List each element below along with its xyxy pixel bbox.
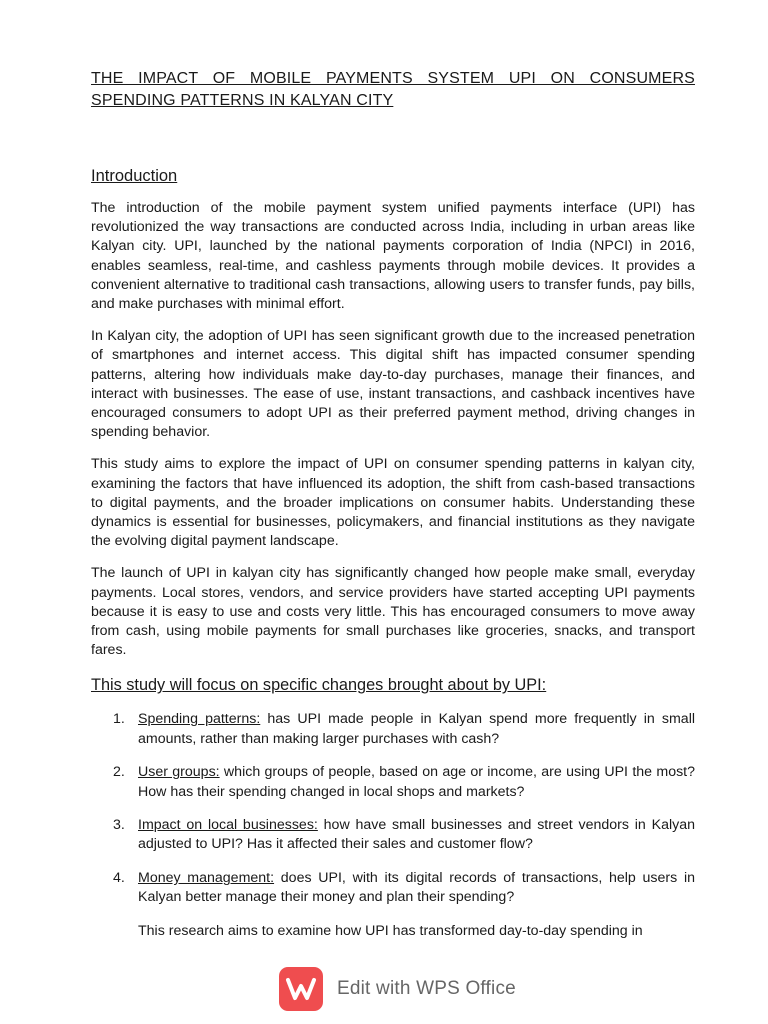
paragraph: The introduction of the mobile payment system unified payments interface (UPI) has revolutionized the way transactions are conducted across India, including in urban areas like Kalyan city. UPI, launched by the national payments corporation of India (NPCI) in 2016, enables seamless, real-time, and cashless payments through mobile devices. It provides a convenient alternative to traditional cash transactions, allowing users to transfer funds, pay bills, and make purchases with minimal effort. [91, 200, 695, 313]
document-title: THE IMPACT OF MOBILE PAYMENTS SYSTEM UPI ON CONSUMERS SPENDING PATTERNS IN KALYAN CITY [91, 70, 695, 109]
list-number: 1. [113, 711, 125, 728]
focus-heading: This study will focus on specific changes brought about by UPI: [91, 676, 547, 695]
list-text: does UPI, with its digital records of transactions, help users in Kalyan better manage their money and plan their spending? [138, 870, 695, 906]
document-page [91, 68, 695, 941]
list-number: 3. [113, 817, 125, 834]
edit-with-wps-button[interactable] [279, 967, 516, 1011]
focus-list [91, 710, 695, 907]
list-number: 2. [113, 764, 125, 781]
list-number: 4. [113, 870, 125, 887]
closing-paragraph: This research aims to examine how UPI has transformed day-to-day spending in [138, 923, 643, 940]
list-term: User groups: [138, 764, 220, 781]
paragraph: In Kalyan city, the adoption of UPI has seen significant growth due to the increased penetration of smartphones and internet access. This digital shift has impacted consumer spending patterns, altering how individuals make day-to-day purchases, manage their finances, and interact with businesses. The ease of use, instant transactions, and cashback incentives have encouraged consumers to adopt UPI as their preferred payment method, driving changes in spending behavior. [91, 328, 695, 441]
paragraph: This study aims to explore the impact of UPI on consumer spending patterns in kalyan city, examining the factors that have influenced its adoption, the shift from cash-based transactions to digital payments, and the broader implications on consumer habits. Understanding these dynamics is essential for businesses, policymakers, and financial institutions as they navigate the evolving digital payment landscape. [91, 456, 695, 550]
list-term: Spending patterns: [138, 711, 261, 728]
paragraph: The launch of UPI in kalyan city has significantly changed how people make small, everyday payments. Local stores, vendors, and service providers have started accepting UPI payments because it is easy to use and costs very little. This has encouraged consumers to move away from cash, using mobile payments for small purchases like groceries, snacks, and transport fares. [91, 565, 695, 659]
wps-office-logo-icon [279, 967, 323, 1011]
list-text: has UPI made people in Kalyan spend more frequently in small amounts, rather than making larger purchases with cash? [138, 711, 695, 747]
list-text: how have small businesses and street vendors in Kalyan adjusted to UPI? Has it affected their sales and customer flow? [138, 817, 695, 853]
list-item [91, 816, 695, 854]
list-term: Money management: [138, 870, 275, 887]
list-text: which groups of people, based on age or income, are using UPI the most? How has their spending changed in local shops and markets? [138, 764, 696, 800]
intro-heading: Introduction [91, 167, 178, 185]
list-item [91, 763, 695, 801]
list-item [91, 710, 695, 748]
list-item [91, 869, 695, 907]
edit-with-wps-label: Edit with WPS Office [337, 978, 516, 999]
list-term: Impact on local businesses: [138, 817, 318, 834]
